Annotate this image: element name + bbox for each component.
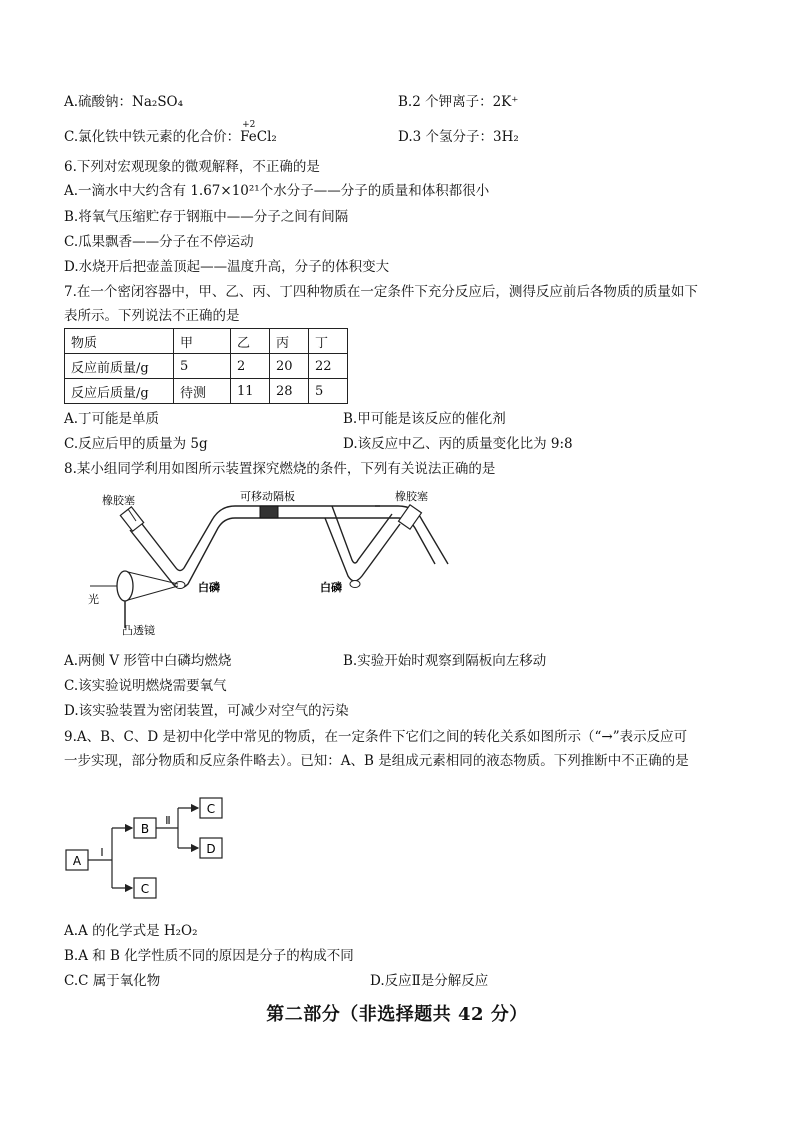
part-two-heading: 第二部分（非选择题共 42 分） bbox=[266, 1004, 528, 1025]
q8-option-a: A.两侧 V 形管中白磷均燃烧 bbox=[64, 653, 232, 669]
table-cell: 5 bbox=[309, 379, 348, 404]
q7-option-b: B.甲可能是该反应的催化剂 bbox=[343, 411, 506, 427]
q6-option-c: C.瓜果飘香——分子在不停运动 bbox=[64, 234, 254, 250]
label-stopper-left: 橡胶塞 bbox=[102, 494, 135, 507]
q8-stem: 8.某小组同学利用如图所示装置探究燃烧的条件，下列有关说法正确的是 bbox=[64, 461, 496, 477]
q5-option-c-formula: FeCl₂ bbox=[240, 129, 277, 145]
q9-option-a: A.A 的化学式是 H₂O₂ bbox=[64, 923, 198, 939]
q5-option-c bbox=[64, 120, 277, 146]
table-row bbox=[65, 354, 348, 379]
node-c-bottom-label: C bbox=[140, 882, 150, 896]
q7-option-c: C.反应后甲的质量为 5g bbox=[64, 436, 208, 452]
q6-option-a: A.一滴水中大约含有 1.67×10²¹个水分子——分子的质量和体积都很小 bbox=[64, 183, 490, 199]
q9-stem-line2: 一步实现，部分物质和反应条件略去）。已知：A、B 是组成元素相同的液态物质。下列推断中不正确的是 bbox=[64, 753, 689, 769]
table-cell: 20 bbox=[270, 354, 309, 379]
conversion-diagram bbox=[60, 792, 240, 912]
table-header-cell: 丙 bbox=[270, 329, 309, 354]
q9-option-c: C.C 属于氧化物 bbox=[64, 973, 161, 989]
q5-option-d: D.3 个氢分子：3H₂ bbox=[398, 129, 519, 145]
table-header-cell: 丁 bbox=[309, 329, 348, 354]
table-header-cell: 物质 bbox=[65, 329, 174, 354]
table-cell: 5 bbox=[174, 354, 231, 379]
rubber-stopper-left bbox=[120, 507, 143, 531]
q7-mass-table bbox=[64, 328, 348, 404]
movable-partition bbox=[260, 506, 278, 518]
convex-lens bbox=[117, 571, 133, 601]
node-b-label: B bbox=[140, 822, 150, 836]
q6-option-b: B.将氧气压缩贮存于钢瓶中——分子之间有间隔 bbox=[64, 209, 349, 225]
q9-option-b: B.A 和 B 化学性质不同的原因是分子的构成不同 bbox=[64, 948, 354, 964]
white-phosphorus-left bbox=[175, 582, 185, 589]
q9-stem-line1: 9.A、B、C、D 是初中化学中常见的物质，在一定条件下它们之间的转化关系如图所示（“→”表示反应可 bbox=[64, 729, 688, 745]
q6-option-d: D.水烧开后把壶盖顶起——温度升高，分子的体积变大 bbox=[64, 259, 390, 275]
reaction-ii-label: Ⅱ bbox=[165, 814, 171, 827]
q8-option-c: C.该实验说明燃烧需要氧气 bbox=[64, 678, 227, 694]
q7-stem-line1: 7.在一个密闭容器中，甲、乙、丙、丁四种物质在一定条件下充分反应后，测得反应前后各物质的质量如下 bbox=[64, 284, 698, 300]
label-partition: 可移动隔板 bbox=[240, 490, 295, 503]
q8-option-b: B.实验开始时观察到隔板向左移动 bbox=[343, 653, 547, 669]
q7-option-d: D.该反应中乙、丙的质量变化比为 9:8 bbox=[343, 436, 573, 452]
q5-option-a: A.硫酸钠：Na₂SO₄ bbox=[64, 94, 184, 110]
q7-option-a: A.丁可能是单质 bbox=[64, 411, 160, 427]
table-cell: 反应前质量/g bbox=[65, 354, 174, 379]
table-header-row bbox=[65, 329, 348, 354]
combustion-apparatus-figure bbox=[70, 488, 460, 638]
q9-option-d: D.反应Ⅱ是分解反应 bbox=[370, 973, 489, 989]
label-lens: 凸透镜 bbox=[122, 624, 155, 637]
node-a-label: A bbox=[72, 854, 82, 868]
q6-stem: 6.下列对宏观现象的微观解释，不正确的是 bbox=[64, 159, 320, 175]
label-phosphorus-left: 白磷 bbox=[198, 581, 220, 594]
q7-stem-line2: 表所示。下列说法不正确的是 bbox=[64, 308, 240, 324]
label-stopper-right: 橡胶塞 bbox=[395, 490, 428, 503]
valence-mark: +2 bbox=[242, 120, 256, 130]
table-header-cell: 甲 bbox=[174, 329, 231, 354]
rubber-stopper-right bbox=[399, 505, 422, 529]
reaction-i-label: I bbox=[100, 846, 104, 859]
table-cell: 28 bbox=[270, 379, 309, 404]
white-phosphorus-right bbox=[350, 581, 360, 588]
q8-option-d: D.该实验装置为密闭装置，可减少对空气的污染 bbox=[64, 703, 349, 719]
table-cell: 反应后质量/g bbox=[65, 379, 174, 404]
table-row bbox=[65, 379, 348, 404]
node-c-top-label: C bbox=[206, 802, 216, 816]
table-cell: 2 bbox=[231, 354, 270, 379]
q5-option-b: B.2 个钾离子：2K⁺ bbox=[398, 94, 519, 110]
label-phosphorus-right: 白磷 bbox=[320, 581, 342, 594]
table-cell: 11 bbox=[231, 379, 270, 404]
q5-option-c-text: C.氯化铁中铁元素的化合价： bbox=[64, 129, 241, 145]
label-light: 光 bbox=[88, 593, 99, 606]
table-header-cell: 乙 bbox=[231, 329, 270, 354]
table-cell: 待测 bbox=[174, 379, 231, 404]
node-d-label: D bbox=[206, 842, 216, 856]
table-cell: 22 bbox=[309, 354, 348, 379]
